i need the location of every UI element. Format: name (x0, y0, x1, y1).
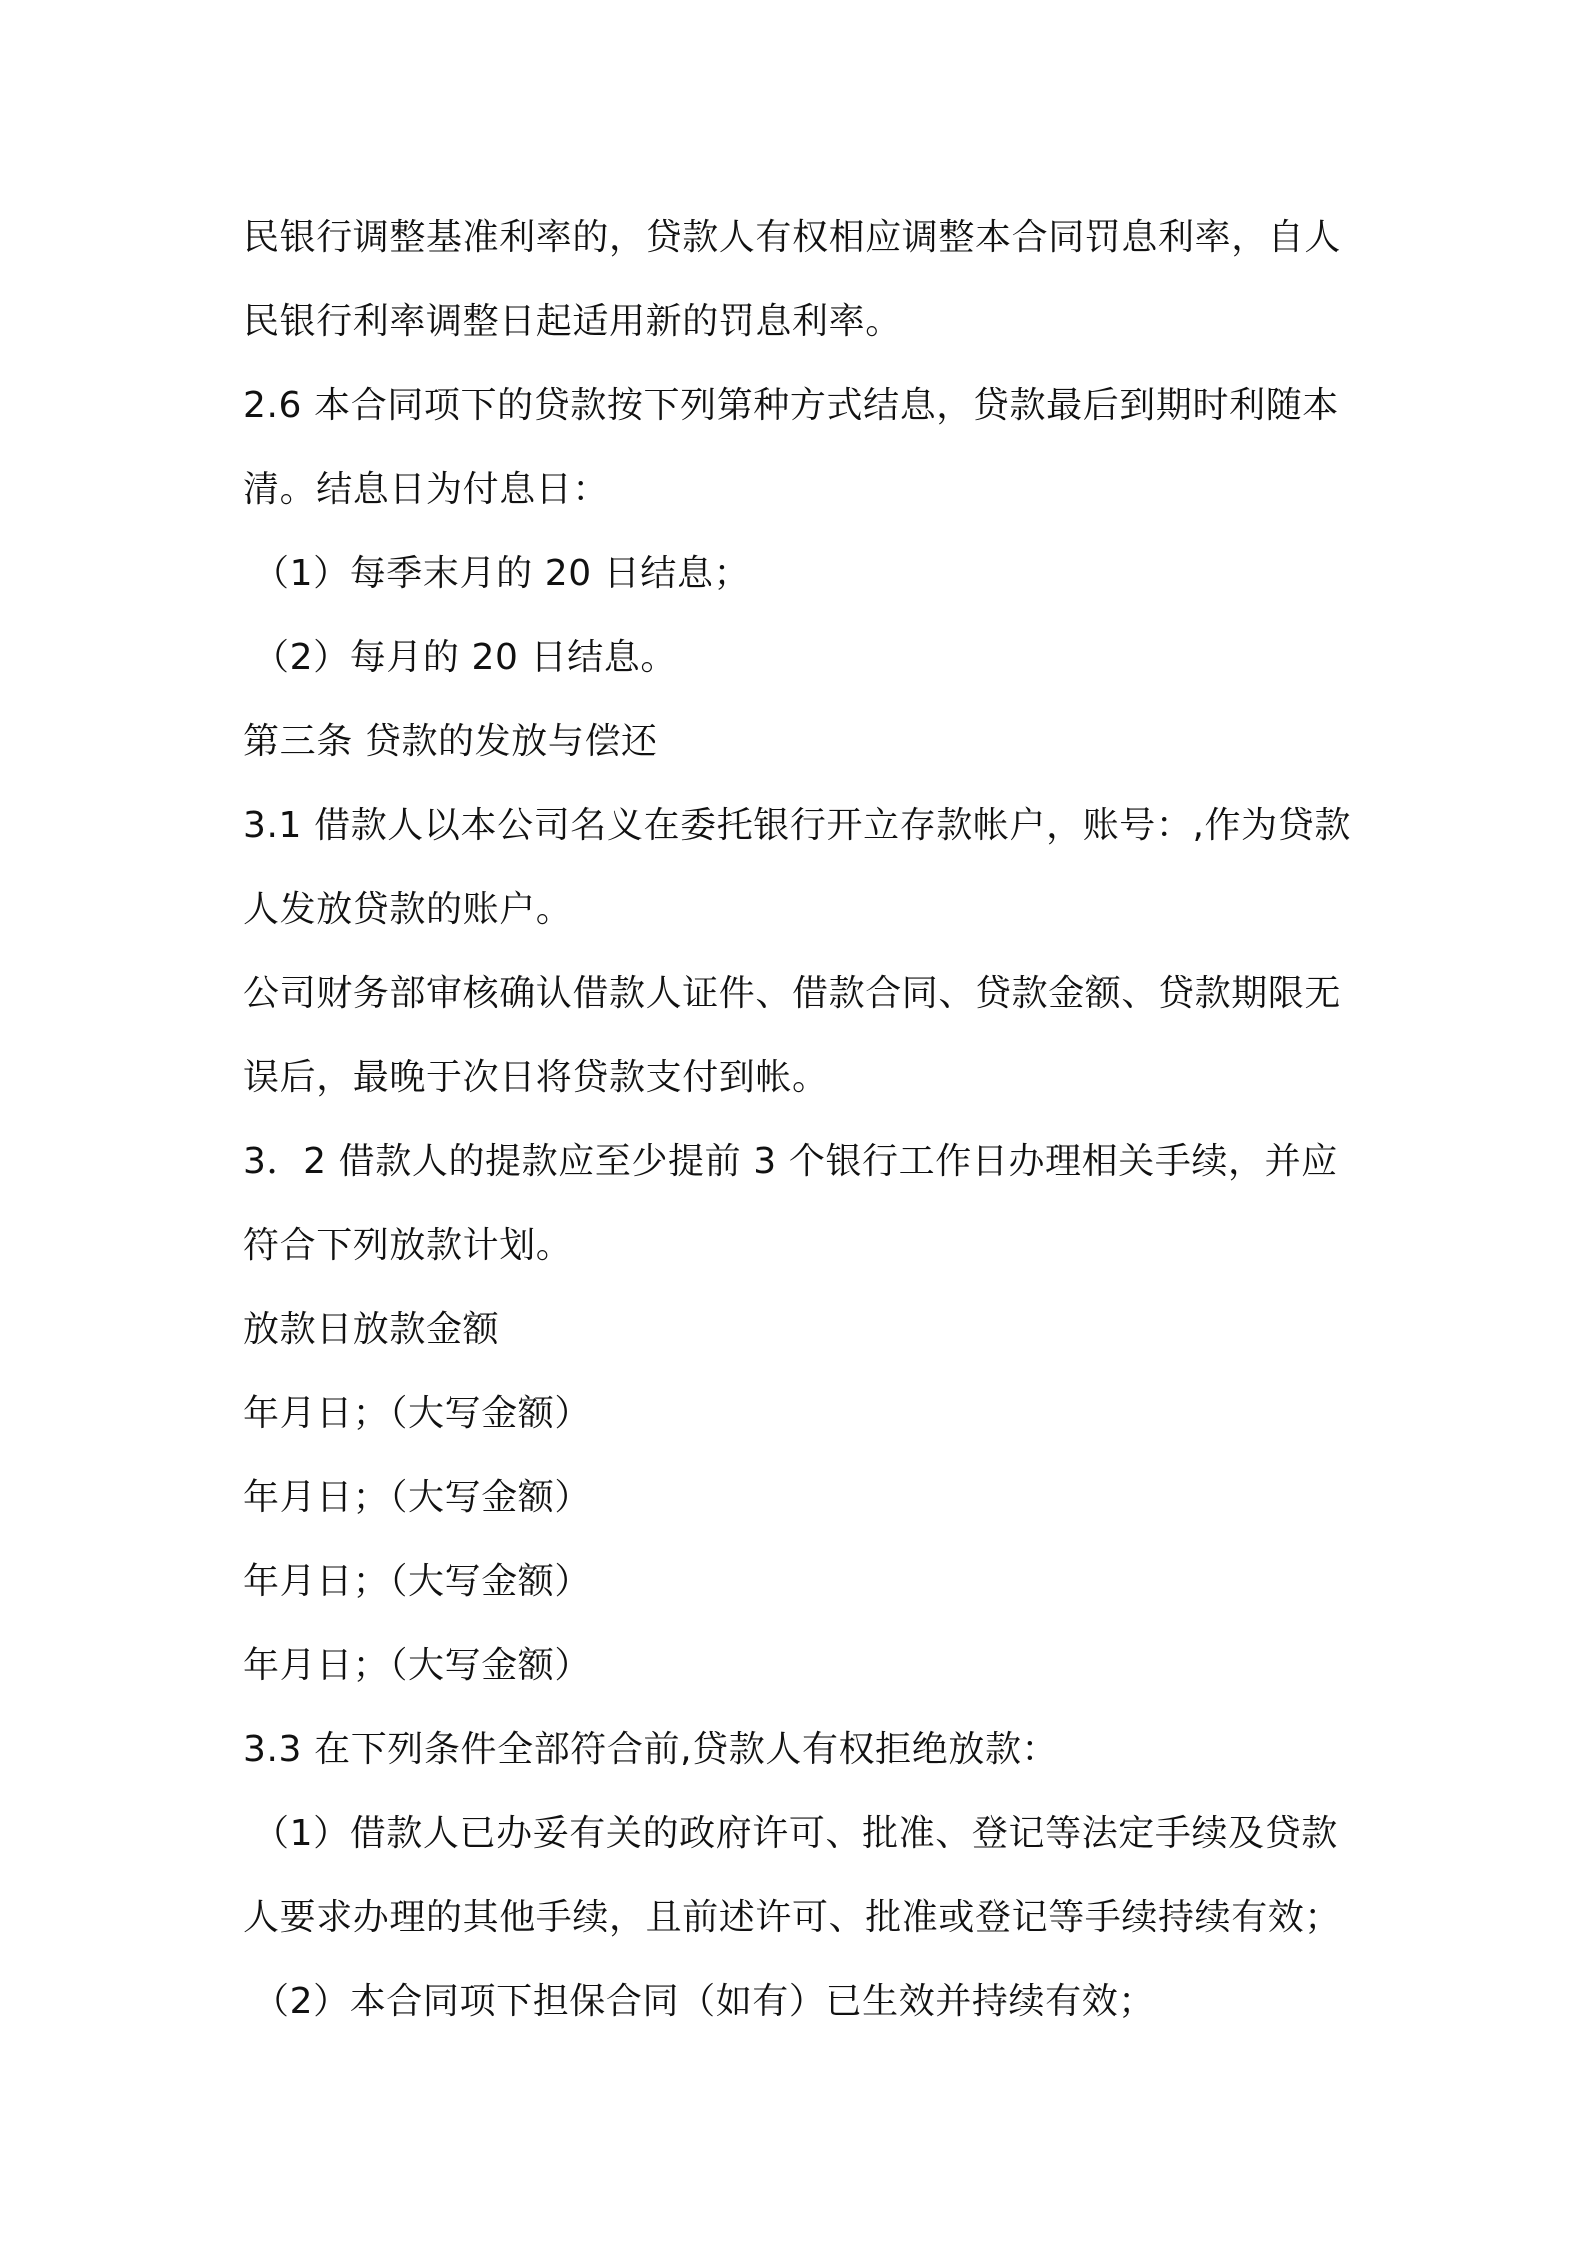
text-line: 人要求办理的其他手续，且前述许可、批准或登记等手续持续有效； (243, 1897, 1342, 1938)
text-line: 人发放贷款的账户。 (243, 889, 573, 930)
schedule-row: 年月日；（大写金额） (243, 1477, 592, 1518)
text-line: 误后，最晚于次日将贷款支付到帐。 (243, 1057, 829, 1098)
text-line: 3．2 借款人的提款应至少提前 3 个银行工作日办理相关手续，并应 (243, 1141, 1338, 1182)
schedule-row: 年月日；（大写金额） (243, 1393, 592, 1434)
text-line: 民银行调整基准利率的，贷款人有权相应调整本合同罚息利率，自人 (243, 217, 1342, 258)
text-line: 2.6 本合同项下的贷款按下列第种方式结息，贷款最后到期时利随本 (243, 385, 1339, 426)
text-line: 3.1 借款人以本公司名义在委托银行开立存款帐户，账号：,作为贷款 (243, 805, 1351, 846)
list-item: （1）每季末月的 20 日结息； (253, 553, 751, 594)
text-line: 清。结息日为付息日： (243, 469, 610, 510)
schedule-header: 放款日放款金额 (243, 1309, 500, 1350)
section-heading: 第三条 贷款的发放与偿还 (243, 721, 658, 762)
list-item: （1）借款人已办妥有关的政府许可、批准、登记等法定手续及贷款 (253, 1813, 1338, 1854)
text-line: 公司财务部审核确认借款人证件、借款合同、贷款金额、贷款期限无 (243, 973, 1342, 1014)
list-item: （2）本合同项下担保合同（如有）已生效并持续有效； (253, 1981, 1155, 2022)
list-item: （2）每月的 20 日结息。 (253, 637, 677, 678)
schedule-row: 年月日；（大写金额） (243, 1645, 592, 1686)
text-line: 民银行利率调整日起适用新的罚息利率。 (243, 301, 902, 342)
text-line: 3.3 在下列条件全部符合前,贷款人有权拒绝放款： (243, 1729, 1059, 1770)
text-line: 符合下列放款计划。 (243, 1225, 573, 1266)
document-body (243, 196, 1363, 2044)
schedule-row: 年月日；（大写金额） (243, 1561, 592, 1602)
